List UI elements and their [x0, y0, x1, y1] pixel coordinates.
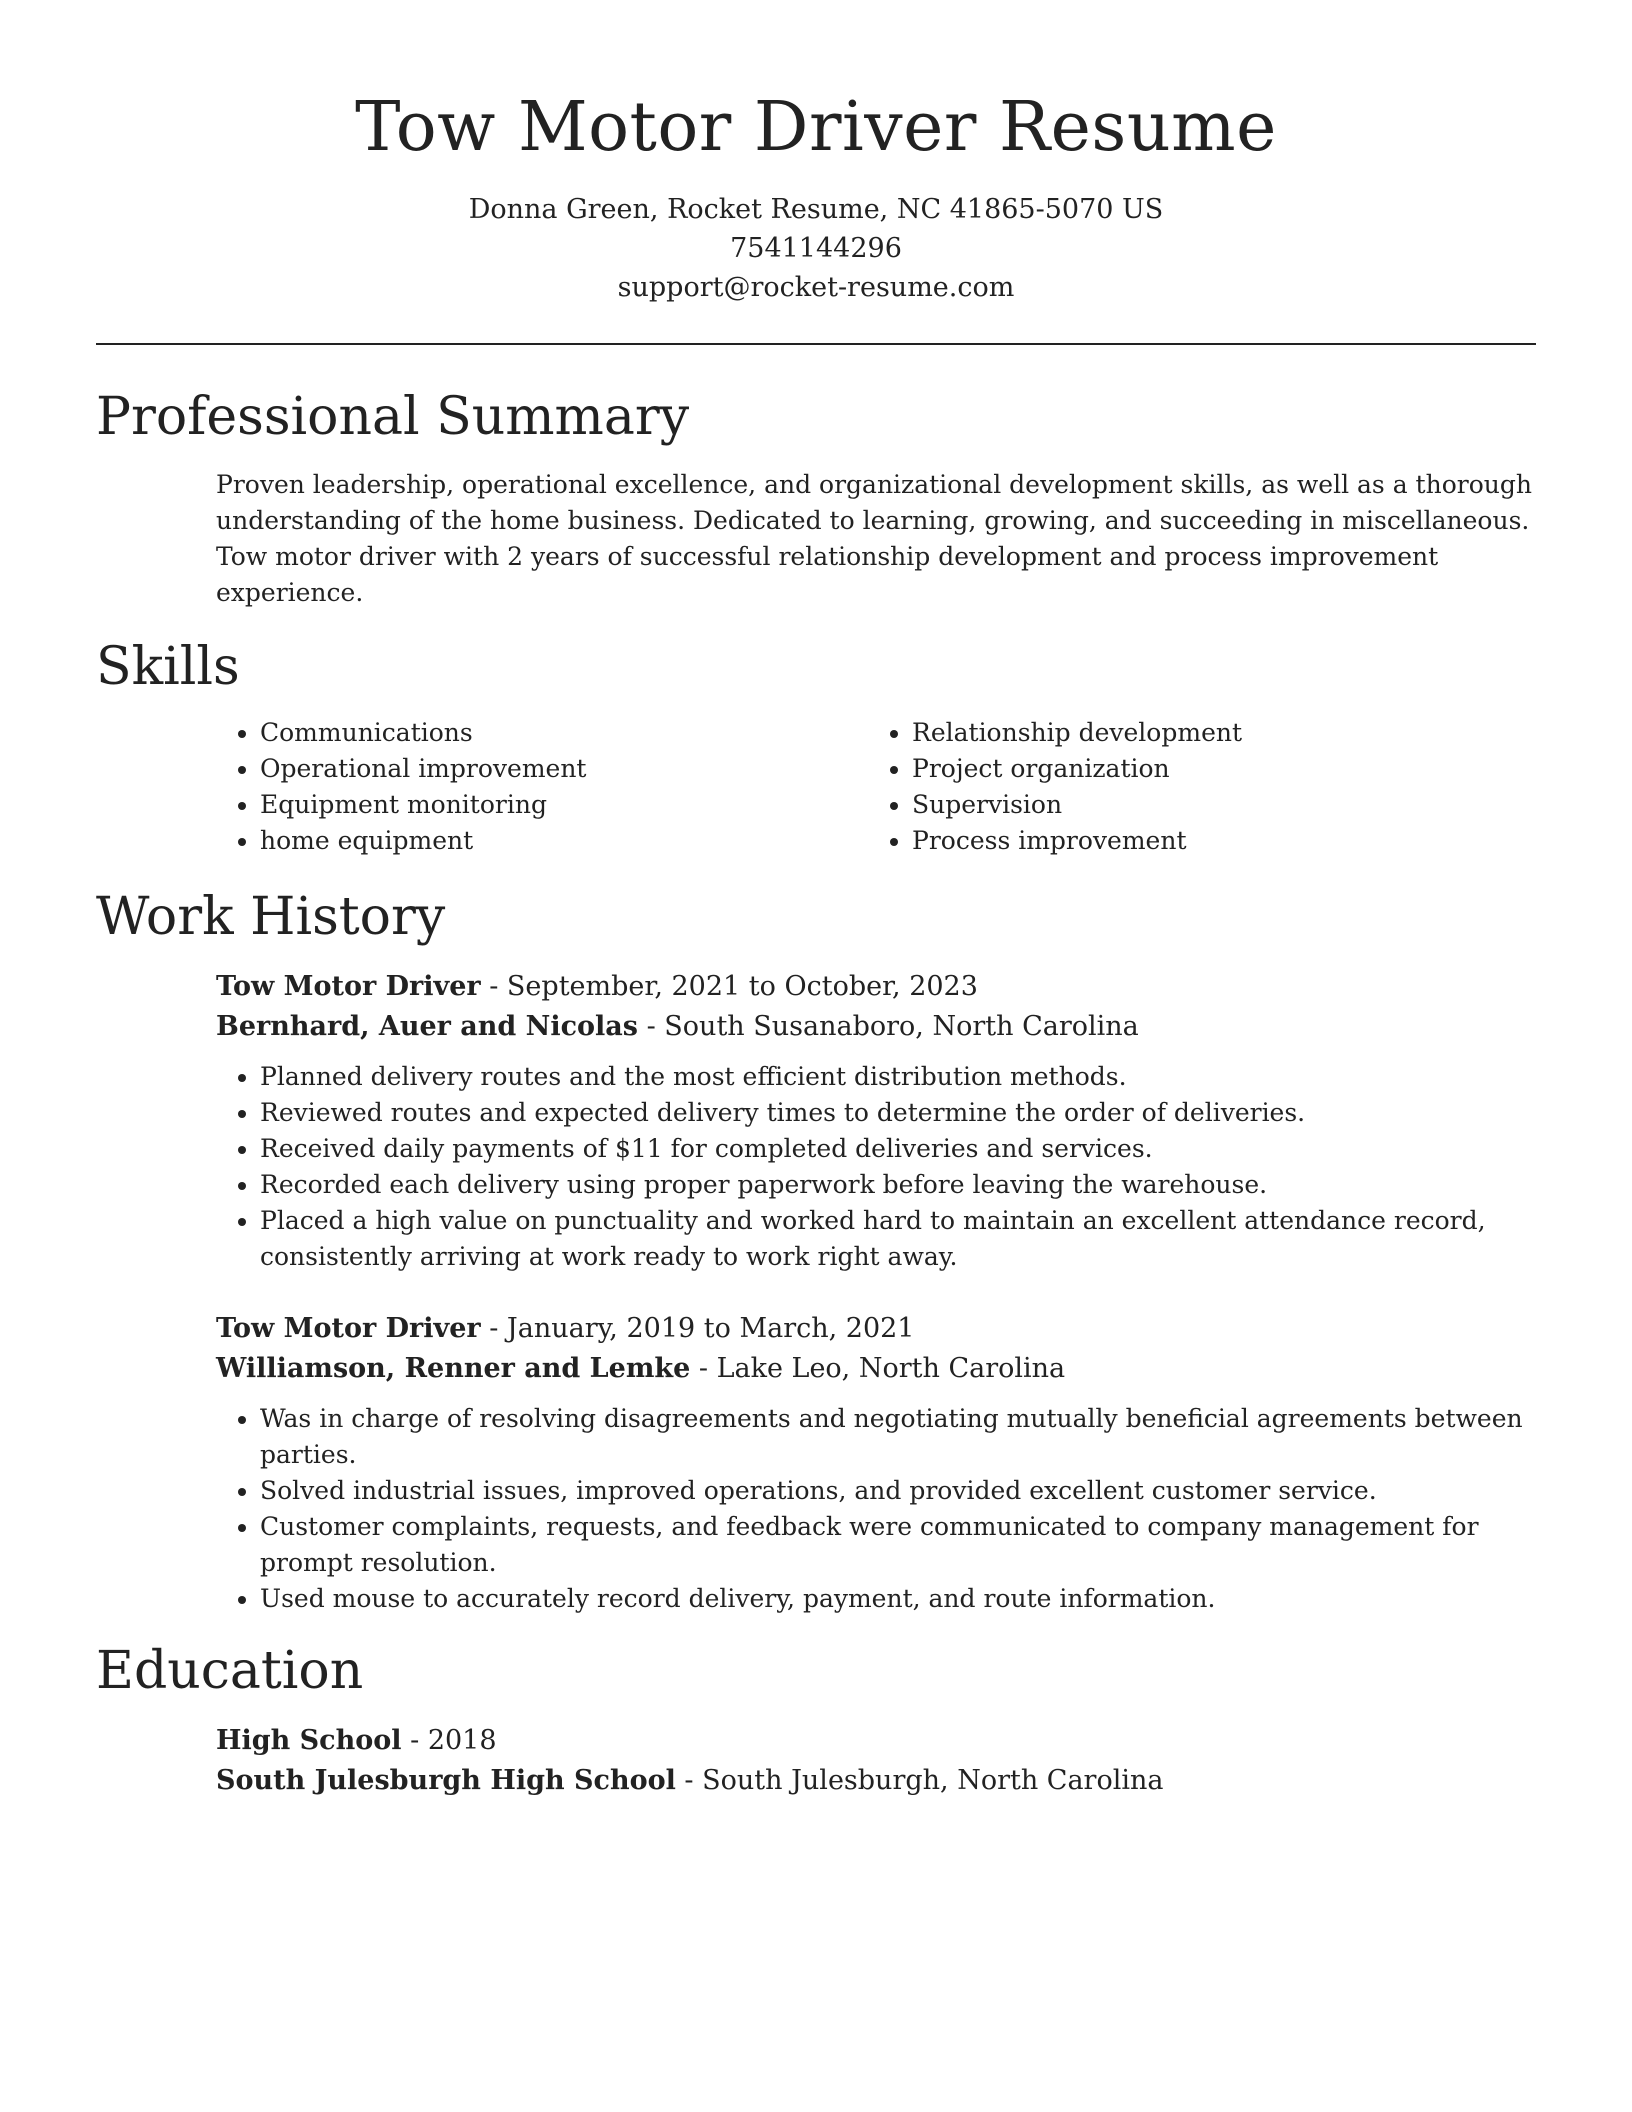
- skill-item: • Supervision: [912, 787, 1520, 823]
- skill-item: • Communications: [260, 715, 868, 751]
- skill-item: • Operational improvement: [260, 751, 868, 787]
- skills-list-left: [216, 715, 868, 859]
- job-duty: • Was in charge of resolving disagreements and negotiating mutually beneficial agreements between parties.: [260, 1401, 1536, 1473]
- job-dates: - September, 2021 to October, 2023: [480, 971, 978, 1002]
- job-duty: • Used mouse to accurately record delivery, payment, and route information.: [260, 1581, 1536, 1617]
- summary-heading: Professional Summary: [96, 387, 690, 447]
- education-school-line: [216, 1761, 1536, 1801]
- job-title: Tow Motor Driver: [216, 1313, 481, 1344]
- education-entry: [216, 1721, 1536, 1801]
- education-year: - 2018: [401, 1725, 497, 1756]
- summary-section: [96, 385, 1536, 611]
- skill-item: • Process improvement: [912, 823, 1520, 859]
- job-duty: • Customer complaints, requests, and feedback were communicated to company management for prompt resolution.: [260, 1509, 1536, 1581]
- resume-header: [96, 0, 1536, 307]
- education-school: South Julesburgh High School: [216, 1765, 676, 1796]
- job-company-line: [216, 1349, 1536, 1389]
- job-company: Williamson, Renner and Lemke: [216, 1353, 691, 1384]
- job-title-line: [216, 1309, 1536, 1349]
- skills-columns: [216, 715, 1536, 859]
- job-duties: [216, 1059, 1536, 1275]
- work-history-section: [96, 885, 1536, 1617]
- skills-list-right: [868, 715, 1520, 859]
- job-duty: • Received daily payments of $11 for completed deliveries and services.: [260, 1131, 1536, 1167]
- skill-item: • home equipment: [260, 823, 868, 859]
- education-degree-line: [216, 1721, 1536, 1761]
- job-duty: • Reviewed routes and expected delivery times to determine the order of deliveries.: [260, 1095, 1536, 1131]
- work-history-heading: Work History: [96, 887, 446, 947]
- resume-title: Tow Motor Driver Resume: [355, 88, 1277, 167]
- education-location: - South Julesburgh, North Carolina: [675, 1765, 1164, 1796]
- skill-item: • Equipment monitoring: [260, 787, 868, 823]
- job-duties: [216, 1401, 1536, 1617]
- skill-item: • Relationship development: [912, 715, 1520, 751]
- contact-address: Donna Green, Rocket Resume, NC 41865-5070 US: [468, 194, 1164, 225]
- header-divider: [96, 343, 1536, 345]
- job-dates: - January, 2019 to March, 2021: [480, 1313, 915, 1344]
- contact-email: support@rocket-resume.com: [617, 272, 1015, 303]
- education-section: [96, 1639, 1536, 1801]
- job-duty: • Planned delivery routes and the most efficient distribution methods.: [260, 1059, 1536, 1095]
- job-title-line: [216, 967, 1536, 1007]
- job-duty: • Solved industrial issues, improved operations, and provided excellent customer service.: [260, 1473, 1536, 1509]
- skills-section: [96, 635, 1536, 859]
- contact-phone: 7541144296: [730, 233, 902, 264]
- job-company-line: [216, 1007, 1536, 1047]
- job-duty: • Recorded each delivery using proper paperwork before leaving the warehouse.: [260, 1167, 1536, 1203]
- job-title: Tow Motor Driver: [216, 971, 481, 1002]
- summary-text: Proven leadership, operational excellence, and organizational development skills, as well as a thorough understanding of the home business. Dedicated to learning, growing, and succeeding in miscellaneous. Tow motor driver with 2 years of successful relationship development and process improvement experience.: [216, 470, 1532, 607]
- skills-heading: Skills: [96, 637, 240, 697]
- job-duty: • Placed a high value on punctuality and worked hard to maintain an excellent attendance record, consistently arriving at work ready to work right away.: [260, 1203, 1536, 1275]
- education-heading: Education: [96, 1641, 364, 1701]
- job-location: - Lake Leo, North Carolina: [690, 1353, 1066, 1384]
- job-location: - South Susanaboro, North Carolina: [638, 1011, 1139, 1042]
- skill-item: • Project organization: [912, 751, 1520, 787]
- contact-info: [96, 190, 1536, 307]
- job-entry: [216, 1309, 1536, 1617]
- education-degree: High School: [216, 1725, 402, 1756]
- job-company: Bernhard, Auer and Nicolas: [216, 1011, 639, 1042]
- job-entry: [216, 967, 1536, 1275]
